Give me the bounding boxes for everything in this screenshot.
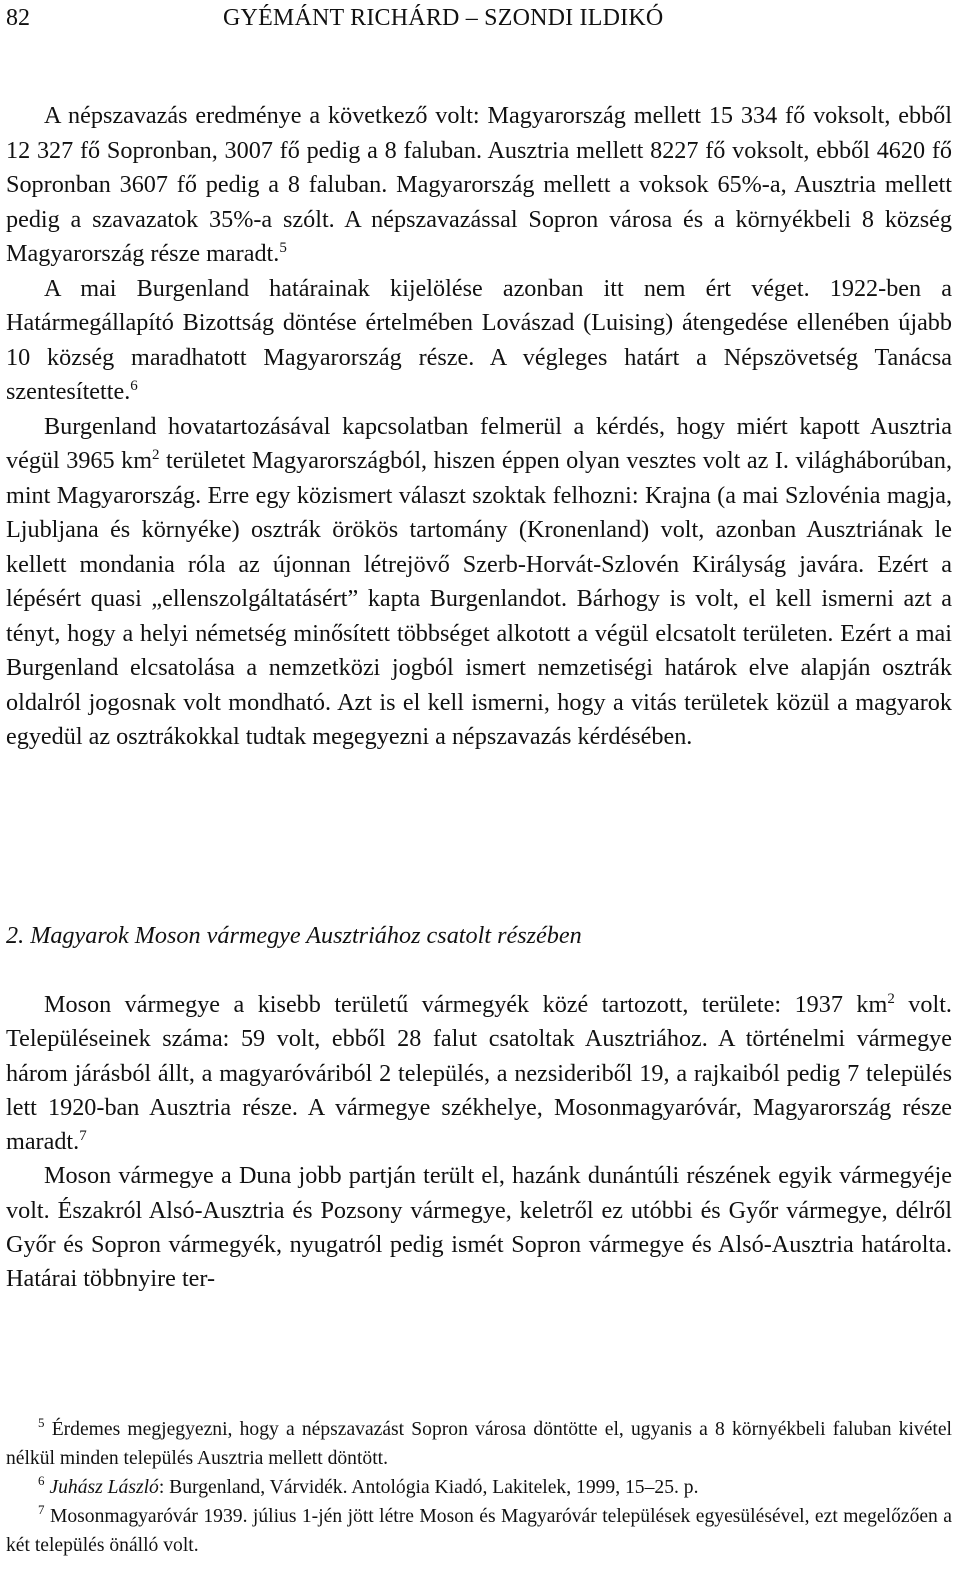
superscript-exponent: 2 [887,991,895,1007]
footnote-text: : Burgenland, Várvidék. Antológia Kiadó, Lakitelek, 1999, 15–25. p. [158,1477,699,1498]
running-title: GYÉMÁNT RICHÁRD – SZONDI ILDIKÓ [223,5,664,31]
paragraph-text: A népszavazás eredménye a következő volt: Magyarország mellett 15 334 fő voksolt, ebből 12 327 fő Sopronban, 3007 fő pedig a 8 faluban. Ausztria mellett 8227 fő voksolt, ebből 4620 fő Sopronban 3607 fő pedig a 8 faluban. Magyarország mellett a voksok 65%-a, Ausztria mellett pedig a szavazatok 35%-a szólt. A népszavazással Sopron városa és a környékbeli 8 község Magyarország része maradt. [6,102,952,267]
footnote-number: 7 [38,1502,45,1517]
paragraph [6,988,952,1159]
footnote-number: 6 [38,1473,45,1488]
paragraph [6,1159,952,1296]
superscript-exponent: 2 [152,447,160,463]
page-number: 82 [6,5,30,31]
footnote-text: Érdemes megjegyezni, hogy a népszavazást Sopron városa döntötte el, ugyanis a 8 környékbeli faluban kivétel nélkül minden település Ausztria mellett döntött. [6,1419,952,1469]
footnote-ref[interactable]: 7 [79,1128,87,1145]
paragraph-text: volt. Településeinek száma: 59 volt, ebből 28 falut csatoltak Ausztriához. A történelmi vármegye három járásból állt, a magyaróváriból 2 település, a nezsideriből 19, a rajkaiból pedig 7 település lett 1920-ban Ausztria része. A vármegye székhelye, Mosonmagyaróvár, Magyarország része maradt. [6,991,952,1156]
paragraph-text: Moson vármegye a Duna jobb partján terült el, hazánk dunántúli részének egyik vármegyéje volt. Északról Alsó-Ausztria és Pozsony vármegye, keletről ez utóbbi és Győr vármegye, délről Győr és Sopron vármegyék, nyugatról pedig ismét Sopron vármegye és Alsó-Ausztria határolta. Határai többnyire ter- [6,1162,952,1293]
paragraph [6,410,952,755]
footnotes [6,1415,952,1560]
footnote-ref[interactable]: 5 [279,240,287,256]
section-2-body [6,988,952,1297]
running-head [6,0,954,40]
section-1-body [6,99,952,755]
footnote [6,1473,952,1502]
footnote-ref[interactable]: 6 [130,378,138,394]
paragraph-text: területet Magyarországból, hiszen éppen olyan vesztes volt az I. világháborúban, mint Magyarország. Erre egy közismert választ szoktak felhozni: Krajna (a mai Szlovénia magja, Ljubljana és környéke) osztrák örökös tartomány (Kronenland) volt, azonban Ausztriának le kellett mondania róla az újonnan létrejövő Szerb-Horvát-Szlovén Királyság javára. Ezért a lépésért quasi „ellenszolgáltatásért” kapta Burgenlandot. Bárhogy is volt, el kell ismerni azt a tényt, hogy a helyi németség minősített többséget alkotott a végül elcsatolt területen. Ezért a mai Burgenland elcsatolása a nemzetközi jogból ismert nemzetiségi határok elve alapján osztrák oldalról jogosnak volt mondható. Azt is el kell ismerni, hogy a vitás területek közül a magyarok egyedül az osztrákokkal tudtak megegyezni a népszavazás kérdésében. [6,447,952,750]
footnote-author: Juhász László [49,1477,159,1498]
paragraph-text: Moson vármegye a kisebb területű vármegyék közé tartozott, területe: 1937 km [44,991,888,1018]
footnote-number: 5 [38,1415,45,1430]
footnote [6,1502,952,1560]
paragraph [6,272,952,410]
section-heading: 2. Magyarok Moson vármegye Ausztriához csatolt részében [6,922,582,949]
footnote-text: Mosonmagyaróvár 1939. július 1-jén jött létre Moson és Magyaróvár települések egyesülésével, ezt megelőzően a két település önálló volt. [6,1506,952,1556]
paragraph-text: Burgenland hovatartozásával kapcsolatban felmerül a kérdés, hogy miért kapott Ausztria végül 3965 km [6,412,952,474]
paragraph [6,99,952,272]
footnote [6,1415,952,1473]
paragraph-text: A mai Burgenland határainak kijelölése azonban itt nem ért véget. 1922-ben a Határmegállapító Bizottság döntése értelmében Lovászad (Luising) átengedése ellenében újabb 10 község maradhatott Magyarország része. A végleges határt a Népszövetség Tanácsa szentesítette. [6,274,952,405]
